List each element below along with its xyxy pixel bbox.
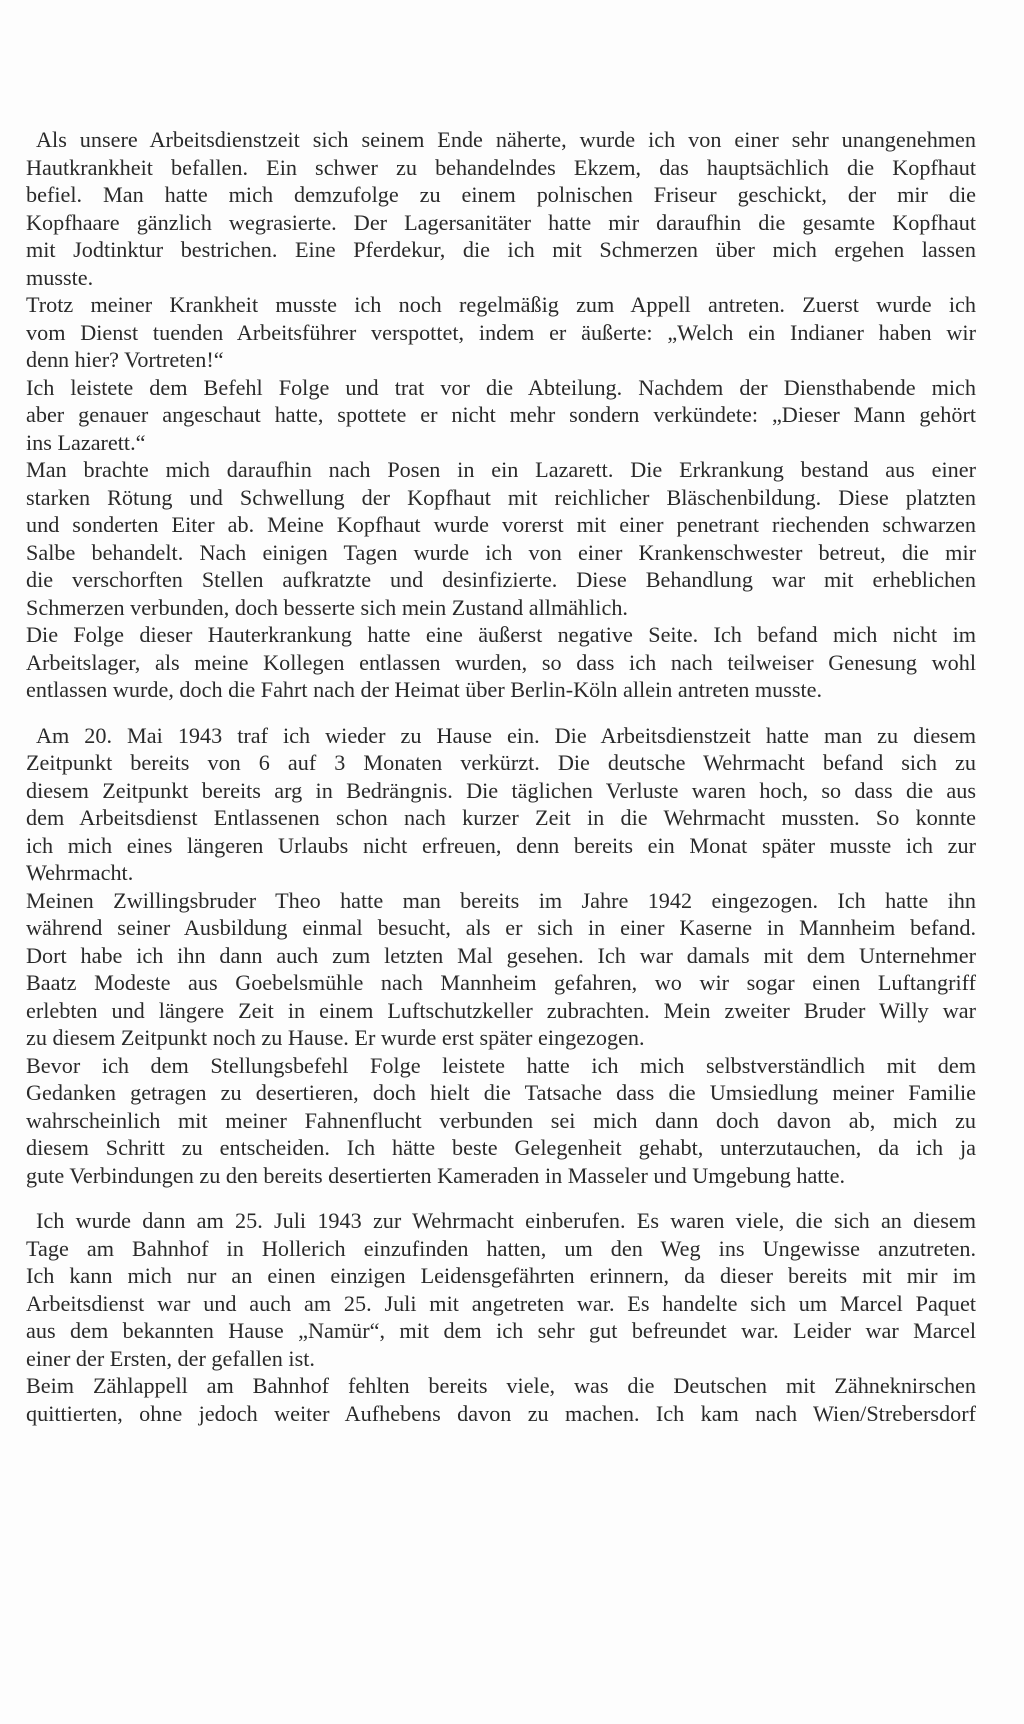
text-line: mit Jodtinktur bestrichen. Eine Pferdekur, die ich mit Schmerzen über mich ergehen lassen: [26, 237, 976, 262]
text-line: zu diesem Zeitpunkt noch zu Hause. Er wurde erst später eingezogen.: [26, 1025, 645, 1050]
paragraph-spacer: [26, 704, 976, 722]
text-line: ich mich eines längeren Urlaubs nicht erfreuen, denn bereits ein Monat später musste ich zur: [26, 832, 976, 858]
text-line: während seiner Ausbildung einmal besucht, als er sich in einer Kaserne in Mannheim befand.: [26, 915, 976, 940]
text-line: quittierten, ohne jedoch weiter Aufhebens davon zu machen. Ich kam nach Wien/Strebersdorf: [26, 1400, 976, 1426]
text-line: Baatz Modeste aus Goebelsmühle nach Mannheim gefahren, wo wir sogar einen Luftangriff: [26, 970, 976, 995]
text-line: wahrscheinlich mit meiner Fahnenflucht verbunden sei mich dann doch davon ab, mich zu: [26, 1107, 976, 1133]
text-line: erlebten und längere Zeit in einem Luftschutzkeller zubrachten. Mein zweiter Bruder Willy war: [26, 997, 976, 1023]
text-line: Meinen Zwillingsbruder Theo hatte man bereits im Jahre 1942 eingezogen. Ich hatte ihn: [26, 887, 976, 913]
text-line: vom Dienst tuenden Arbeitsführer verspottet, indem er äußerte: „Welch ein Indianer haben wir: [26, 319, 976, 345]
text-line: Kopfhaare gänzlich wegrasierte. Der Lagersanitäter hatte mir daraufhin die gesamte Kopfhaut: [26, 209, 976, 235]
text-line: Ich wurde dann am 25. Juli 1943 zur Wehrmacht einberufen. Es waren viele, die sich an diesem: [36, 1208, 976, 1233]
text-line: und sonderten Eiter ab. Meine Kopfhaut wurde vorerst mit einer penetrant riechenden schwarzen: [26, 512, 976, 537]
text-line: Salbe behandelt. Nach einigen Tagen wurde ich von einer Krankenschwester betreut, die mir: [26, 539, 976, 565]
text-line: Die Folge dieser Hauterkrankung hatte eine äußerst negative Seite. Ich befand mich nicht im: [26, 622, 976, 647]
text-line: Dort habe ich ihn dann auch zum letzten Mal gesehen. Ich war damals mit dem Unternehmer: [26, 942, 976, 968]
paragraph-spacer: [26, 1189, 976, 1207]
text-line: diesem Zeitpunkt bereits arg in Bedrängnis. Die täglichen Verluste waren hoch, so dass die aus: [26, 777, 976, 803]
text-line: gute Verbindungen zu den bereits desertierten Kameraden in Masseler und Umgebung hatte.: [26, 1162, 846, 1188]
text-line: aber genauer angeschaut hatte, spottete er nicht mehr sondern verkündete: „Dieser Mann gehört: [26, 402, 976, 427]
paragraph: [26, 722, 976, 1190]
text-line: Am 20. Mai 1943 traf ich wieder zu Hause ein. Die Arbeitsdienstzeit hatte man zu diesem: [36, 722, 976, 748]
text-line: Trotz meiner Krankheit musste ich noch regelmäßig zum Appell antreten. Zuerst wurde ich: [26, 292, 976, 317]
text-line: Wehrmacht.: [26, 860, 134, 885]
text-line: starken Rötung und Schwellung der Kopfhaut mit reichlicher Bläschenbildung. Diese platzten: [26, 484, 976, 510]
text-line: Beim Zählappell am Bahnhof fehlten bereits viele, was die Deutschen mit Zähneknirschen: [26, 1373, 976, 1398]
text-line: Schmerzen verbunden, doch besserte sich mein Zustand allmählich.: [26, 594, 628, 620]
text-line: Zeitpunkt bereits von 6 auf 3 Monaten verkürzt. Die deutsche Wehrmacht befand sich zu: [26, 750, 976, 775]
text-line: die verschorften Stellen aufkratzte und desinfizierte. Diese Behandlung war mit erheblichen: [26, 567, 976, 592]
text-line: einer der Ersten, der gefallen ist.: [26, 1345, 315, 1371]
text-line: musste.: [26, 264, 94, 290]
text-line: Bevor ich dem Stellungsbefehl Folge leistete hatte ich mich selbstverständlich mit dem: [26, 1052, 976, 1078]
text-line: Man brachte mich daraufhin nach Posen in ein Lazarett. Die Erkrankung bestand aus einer: [26, 457, 976, 482]
text-line: Ich kann mich nur an einen einzigen Leidensgefährten erinnern, da dieser bereits mit mir im: [26, 1263, 976, 1288]
text-line: aus dem bekannten Hause „Namür“, mit dem ich sehr gut befreundet war. Leider war Marcel: [26, 1318, 976, 1343]
text-line: ins Lazarett.“: [26, 429, 146, 455]
text-line: dem Arbeitsdienst Entlassenen schon nach kurzer Zeit in die Wehrmacht mussten. So konnte: [26, 805, 976, 830]
paragraph: [26, 126, 976, 704]
text-line: Gedanken getragen zu desertieren, doch hielt die Tatsache dass die Umsiedlung meiner Familie: [26, 1080, 976, 1105]
text-line: Als unsere Arbeitsdienstzeit sich seinem Ende näherte, wurde ich von einer sehr unangenehmen: [36, 127, 976, 152]
text-line: Tage am Bahnhof in Hollerich einzufinden hatten, um den Weg ins Ungewisse anzutreten.: [26, 1235, 976, 1261]
paragraph: [26, 1207, 976, 1427]
text-line: denn hier? Vortreten!“: [26, 347, 224, 372]
document-body: [26, 126, 976, 1427]
text-line: Arbeitslager, als meine Kollegen entlassen wurden, so dass ich nach teilweiser Genesung wohl: [26, 649, 976, 675]
text-line: Arbeitsdienst war und auch am 25. Juli mit angetreten war. Es handelte sich um Marcel Paquet: [26, 1290, 976, 1316]
text-line: Hautkrankheit befallen. Ein schwer zu behandelndes Ekzem, das hauptsächlich die Kopfhaut: [26, 154, 976, 180]
text-line: diesem Schritt zu entscheiden. Ich hätte beste Gelegenheit gehabt, unterzutauchen, da ich ja: [26, 1135, 976, 1160]
text-line: Ich leistete dem Befehl Folge und trat vor die Abteilung. Nachdem der Diensthabende mich: [26, 374, 976, 400]
text-line: entlassen wurde, doch die Fahrt nach der Heimat über Berlin-Köln allein antreten musste.: [26, 677, 823, 702]
text-line: befiel. Man hatte mich demzufolge zu einem polnischen Friseur geschickt, der mir die: [26, 182, 976, 207]
